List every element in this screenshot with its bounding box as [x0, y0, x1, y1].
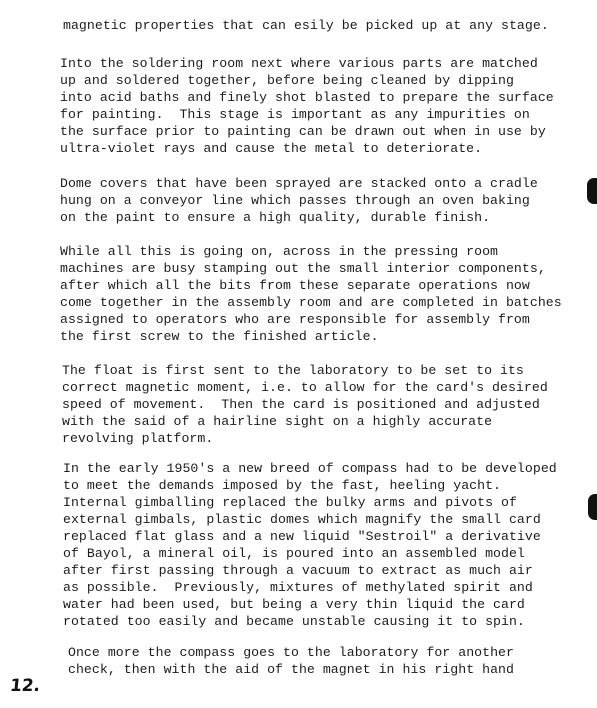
text-line: as possible. Previously, mixtures of methylated spirit and: [63, 580, 533, 595]
text-line: come together in the assembly room and are completed in batches: [60, 295, 562, 310]
text-line: revolving platform.: [62, 431, 214, 446]
text-line: hung on a conveyor line which passes through an oven baking: [60, 193, 530, 208]
text-line: after which all the bits from these separate operations now: [60, 278, 530, 293]
text-line: for painting. This stage is important as any impurities on: [60, 107, 530, 122]
text-line: ultra-violet rays and cause the metal to deteriorate.: [60, 141, 483, 156]
text-line: with the said of a hairline sight on a highly accurate: [62, 414, 493, 429]
text-line: correct magnetic moment, i.e. to allow for the card's desired: [62, 380, 548, 395]
text-line: up and soldered together, before being cleaned by dipping: [60, 73, 514, 88]
text-line: assigned to operators who are responsible for assembly from: [60, 312, 530, 327]
text-line: rotated too easily and became unstable causing it to spin.: [63, 614, 525, 629]
text-line: Internal gimballing replaced the bulky arms and pivots of: [63, 495, 517, 510]
text-line: the surface prior to painting can be drawn out when in use by: [60, 124, 546, 139]
page-number: 12.: [8, 676, 42, 696]
binder-hole-lower: [588, 494, 597, 520]
text-line: While all this is going on, across in the pressing room: [60, 244, 499, 259]
text-line: In the early 1950's a new breed of compass had to be developed: [63, 461, 557, 476]
text-line: Once more the compass goes to the laboratory for another: [68, 645, 514, 660]
text-line: Into the soldering room next where various parts are matched: [60, 56, 538, 71]
text-line: water had been used, but being a very thin liquid the card: [63, 597, 525, 612]
text-line: into acid baths and finely shot blasted to prepare the surface: [60, 90, 554, 105]
text-line: the first screw to the finished article.: [60, 329, 379, 344]
binder-hole-upper: [587, 178, 597, 204]
text-line: on the paint to ensure a high quality, durable finish.: [60, 210, 491, 225]
text-line: Dome covers that have been sprayed are stacked onto a cradle: [60, 176, 538, 191]
text-line: speed of movement. Then the card is positioned and adjusted: [62, 397, 540, 412]
text-line: external gimbals, plastic domes which magnify the small card: [63, 512, 541, 527]
text-line: magnetic properties that can esily be picked up at any stage.: [63, 18, 549, 33]
text-line: replaced flat glass and a new liquid "Sestroil" a derivative: [63, 529, 541, 544]
text-line: of Bayol, a mineral oil, is poured into an assembled model: [63, 546, 525, 561]
text-line: check, then with the aid of the magnet in his right hand: [68, 662, 514, 677]
text-line: after first passing through a vacuum to extract as much air: [63, 563, 533, 578]
text-line: machines are busy stamping out the small interior components,: [60, 261, 546, 276]
text-line: The float is first sent to the laboratory to be set to its: [62, 363, 524, 378]
text-line: to meet the demands imposed by the fast, heeling yacht.: [63, 478, 502, 493]
